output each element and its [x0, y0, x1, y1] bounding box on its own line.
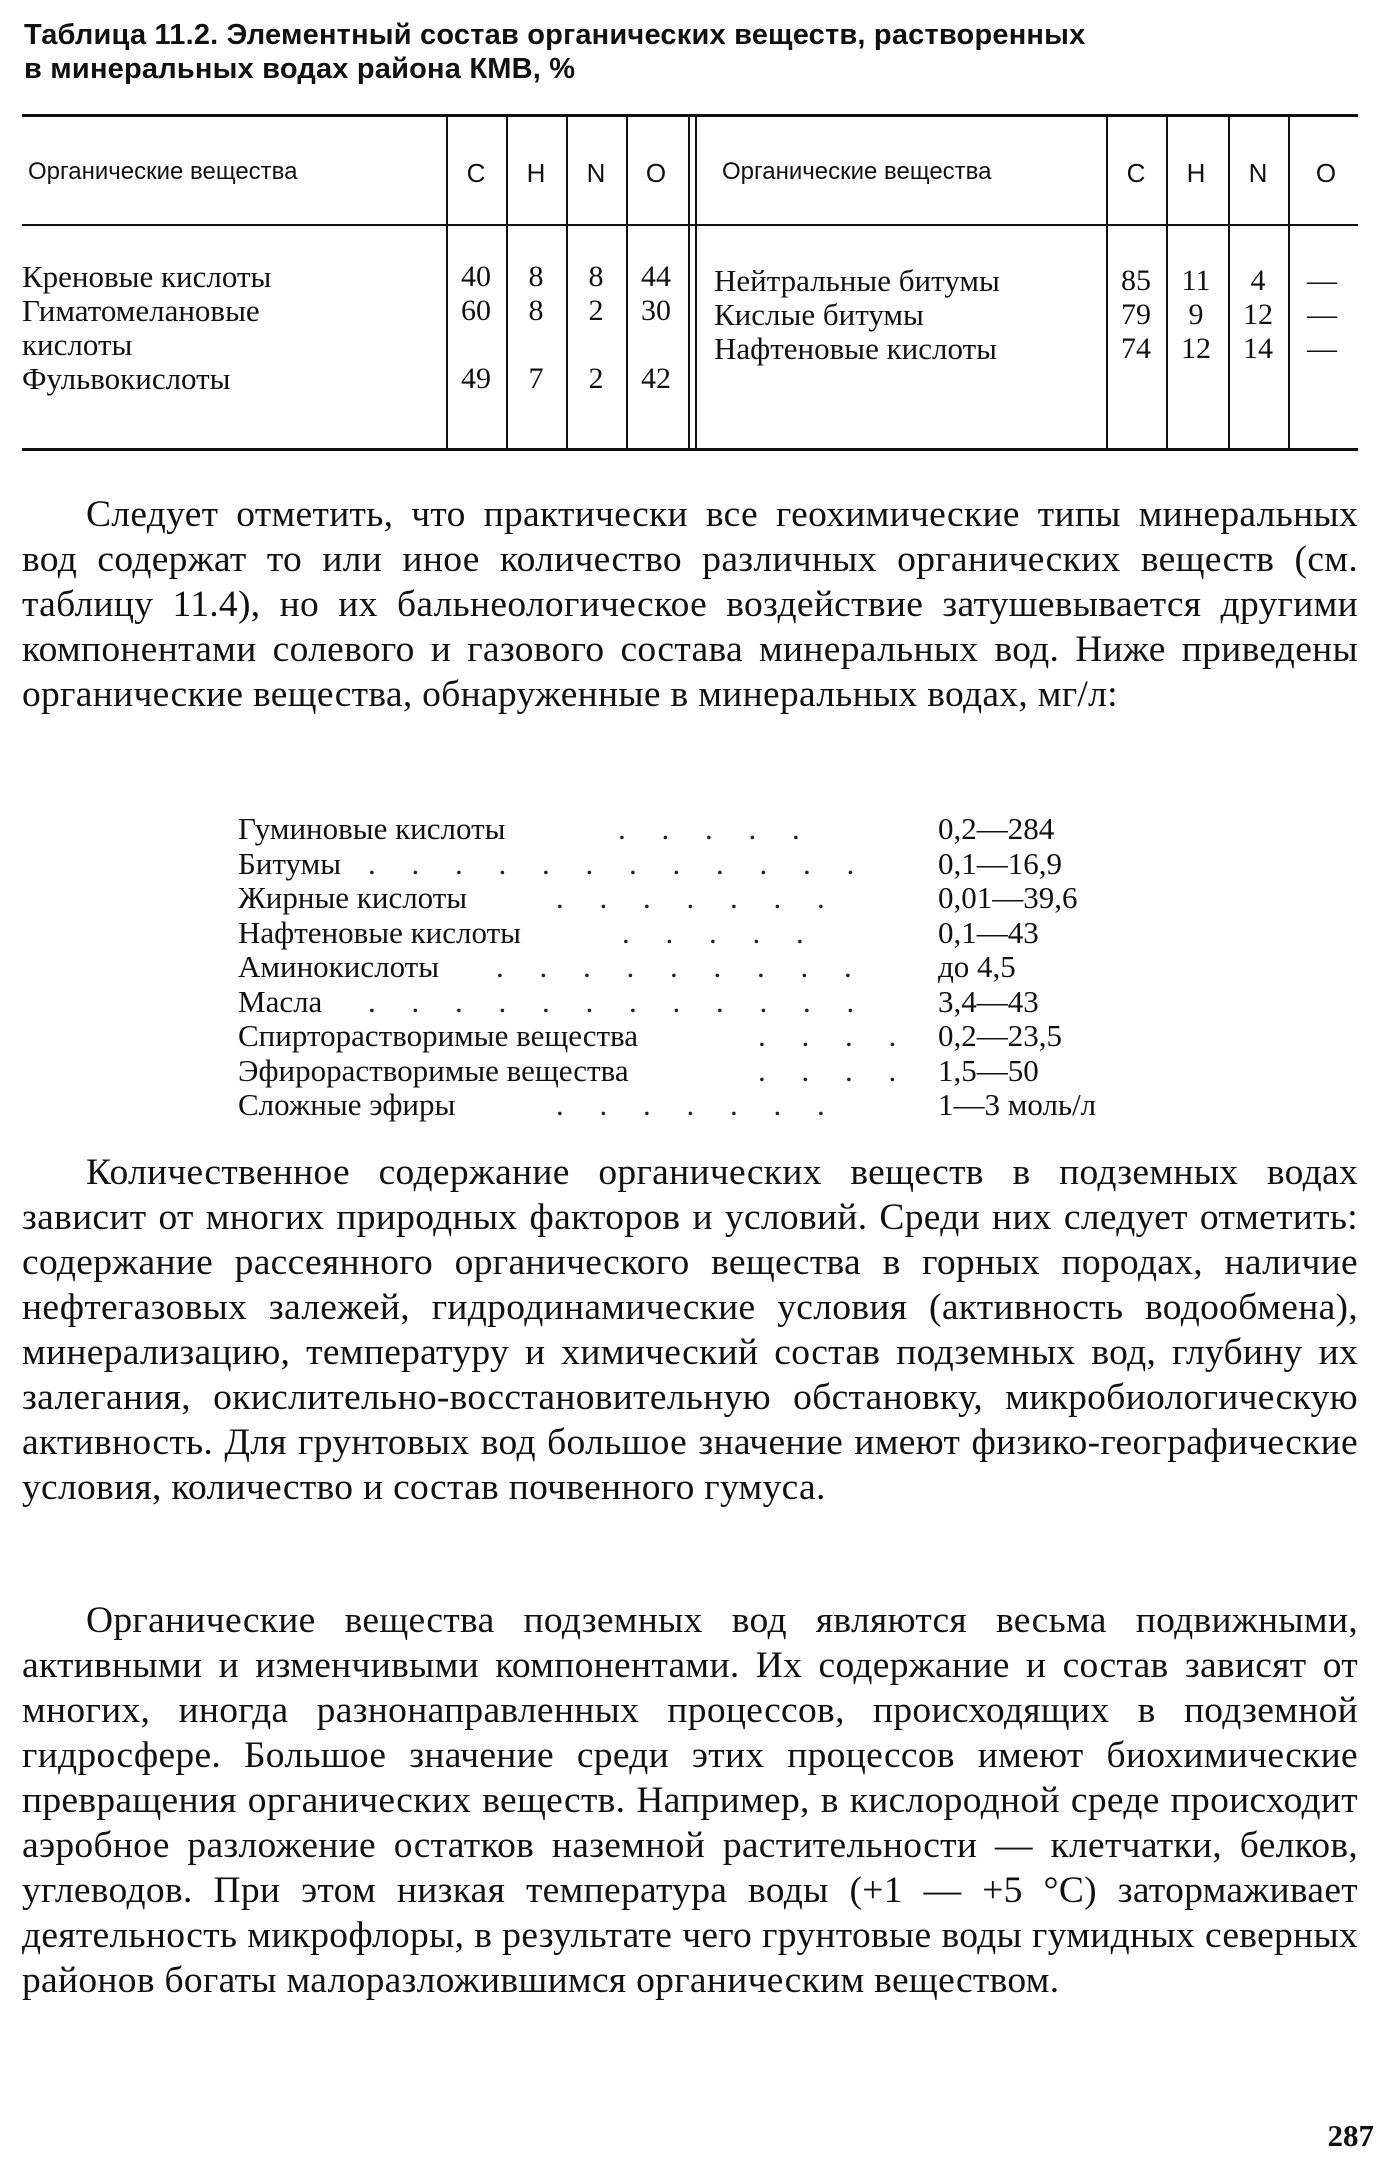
- leader-dots: . . . . .: [618, 811, 814, 846]
- column-header-substances-left: Органические вещества: [28, 158, 298, 185]
- table-cell-c: 40: [461, 260, 491, 293]
- list-item: [238, 812, 1238, 847]
- list-item: [238, 950, 1238, 985]
- substance-value: 0,01—39,6: [938, 880, 1078, 915]
- table-row-name: Нафтеновые кислоты: [714, 331, 997, 366]
- table-row-name: Кислые битумы: [714, 297, 924, 332]
- table-cell-c: 60: [461, 294, 491, 327]
- table-caption-line-2: в минеральных водах района КМВ, %: [24, 53, 576, 85]
- leader-dots: . . . .: [758, 1018, 911, 1053]
- composition-table: [22, 114, 1358, 454]
- column-header-n: N: [1248, 158, 1268, 188]
- table-cell-o: 30: [641, 294, 671, 327]
- table-divider: [446, 116, 448, 448]
- table-row-name: Гиматомелановые: [22, 293, 260, 328]
- list-item: [238, 916, 1238, 951]
- table-cell-c: 74: [1121, 332, 1151, 365]
- substance-value: 1,5—50: [938, 1052, 1039, 1088]
- table-divider: [1228, 116, 1230, 448]
- substance-name: Жирные кислоты: [238, 881, 475, 915]
- table-cell-h: 8: [528, 294, 544, 327]
- substance-value: 0,1—16,9: [938, 845, 1062, 881]
- table-divider: [626, 116, 628, 448]
- substance-name: Сложные эфиры: [238, 1088, 463, 1122]
- table-bottom-rule: [22, 448, 1358, 451]
- paragraph-intro: [22, 492, 1358, 717]
- substances-list: [238, 812, 1238, 1123]
- table-divider: [506, 116, 508, 448]
- table-double-divider: [695, 116, 697, 448]
- table-divider: [566, 116, 568, 448]
- column-header-o: O: [1315, 158, 1337, 188]
- table-cell-n: 4: [1250, 264, 1266, 297]
- table-cell-o: —: [1307, 332, 1337, 365]
- leader-dots: . . . . . . .: [556, 880, 839, 915]
- list-item: [238, 985, 1238, 1020]
- table-cell-c: 79: [1121, 298, 1151, 331]
- substance-name: Битумы: [238, 847, 349, 881]
- table-cell-h: 11: [1181, 264, 1211, 297]
- table-caption: [24, 18, 1354, 86]
- column-header-h: H: [526, 158, 546, 188]
- column-header-c: C: [1126, 158, 1146, 188]
- table-row-name: Креновые кислоты: [22, 259, 272, 294]
- table-cell-n: 2: [588, 362, 604, 395]
- list-item: [238, 1054, 1238, 1089]
- substance-name: Масла: [238, 985, 330, 1019]
- table-cell-n: 2: [588, 294, 604, 327]
- substance-name: Спирторастворимые вещества: [238, 1019, 646, 1053]
- table-cell-c: 85: [1121, 264, 1151, 297]
- table-row-name: Нейтральные битумы: [714, 263, 1000, 298]
- list-item: [238, 1088, 1238, 1123]
- leader-dots: . . . . . . . . . . . .: [368, 983, 869, 1019]
- paragraph-processes-text: Органические вещества подземных вод являются весьма подвижными, активными и изменчивыми компонентами. Их содержание и состав зависят от многих, иногда разнонаправленных процессов, происходящих в подземной гидросфере. Большое значение среди этих процессов имеют биохимические превращения органических веществ. Например, в кислородной среде происходит аэробное разложение остатков наземной растительности — клетчатки, белков, углеводов. При этом низкая температура воды (+1 — +5 °С) затормаживает деятельность микрофлоры, в результате чего грунтовые воды гумидных северных районов богаты малоразложившимся органическим веществом.: [22, 1600, 1358, 2001]
- leader-dots: . . . .: [758, 1052, 911, 1088]
- substance-value: 0,2—23,5: [938, 1018, 1062, 1053]
- table-cell-h: 8: [528, 260, 544, 293]
- table-row-name: Фульвокислоты: [22, 361, 231, 396]
- table-cell-o: —: [1307, 298, 1337, 331]
- table-cell-h: 12: [1181, 332, 1211, 365]
- paragraph-factors-text: Количественное содержание органических веществ в подземных водах зависит от многих природных факторов и условий. Среди них следует отметить: содержание рассеянного органического вещества в горных породах, наличие нефтегазовых залежей, гидродинамические условия (активность водообмена), минерализацию, температуру и химический состав подземных вод, глубину их залегания, окислительно-восстановительную обстановку, микробиологическую активность. Для грунтовых вод большое значение имеют физико-географические условия, количество и состав почвенного гумуса.: [22, 1152, 1358, 1508]
- table-divider: [1288, 116, 1290, 448]
- table-cell-c: 49: [461, 362, 491, 395]
- column-header-h: H: [1186, 158, 1206, 188]
- leader-dots: . . . . . . . . .: [496, 949, 866, 984]
- leader-dots: . . . . . . . . . . . .: [368, 845, 869, 881]
- table-cell-h: 7: [528, 362, 544, 395]
- column-header-c: C: [466, 158, 486, 188]
- substance-name: Гуминовые кислоты: [238, 812, 513, 846]
- table-cell-n: 8: [588, 260, 604, 293]
- paragraph-intro-text: Следует отметить, что практически все геохимические типы минеральных вод содержат то или иное количество различных органических веществ (см. таблицу 11.4), но их бальнеологическое воздействие затушевывается другими компонентами солевого и газового состава минеральных вод. Ниже приведены органические вещества, обнаруженные в минеральных водах, мг/л:: [22, 494, 1358, 715]
- table-divider: [1106, 116, 1108, 448]
- column-header-substances-right: Органические вещества: [722, 158, 992, 185]
- table-cell-o: 42: [641, 362, 671, 395]
- substance-value: 1—3 моль/л: [938, 1087, 1097, 1122]
- substance-name: Аминокислоты: [238, 950, 447, 984]
- table-cell-n: 14: [1243, 332, 1273, 365]
- leader-dots: . . . . .: [622, 914, 818, 950]
- table-double-divider: [688, 116, 690, 448]
- table-cell-o: —: [1307, 264, 1337, 297]
- list-item: [238, 881, 1238, 916]
- leader-dots: . . . . . . .: [556, 1087, 839, 1122]
- paragraph-factors: [22, 1150, 1358, 1510]
- substance-value: 0,1—43: [938, 914, 1039, 950]
- substance-value: до 4,5: [938, 949, 1016, 984]
- table-cell-n: 12: [1243, 298, 1273, 331]
- page-number: 287: [1327, 2118, 1374, 2153]
- column-header-o: O: [645, 158, 667, 188]
- table-cell-h: 9: [1188, 298, 1204, 331]
- table-divider: [1166, 116, 1168, 448]
- column-header-n: N: [586, 158, 606, 188]
- substance-value: 3,4—43: [938, 983, 1039, 1019]
- table-caption-line-1: Таблица 11.2. Элементный состав органических веществ, растворенных: [24, 19, 1086, 51]
- table-header-rule: [22, 224, 1358, 226]
- table-top-rule: [22, 114, 1358, 117]
- list-item: [238, 847, 1238, 882]
- substance-name: Эфирорастворимые вещества: [238, 1054, 637, 1088]
- substance-value: 0,2—284: [938, 811, 1055, 846]
- paragraph-processes: [22, 1598, 1358, 2003]
- list-item: [238, 1019, 1238, 1054]
- substance-name: Нафтеновые кислоты: [238, 916, 529, 950]
- table-cell-o: 44: [641, 260, 671, 293]
- table-row-name: кислоты: [22, 327, 133, 362]
